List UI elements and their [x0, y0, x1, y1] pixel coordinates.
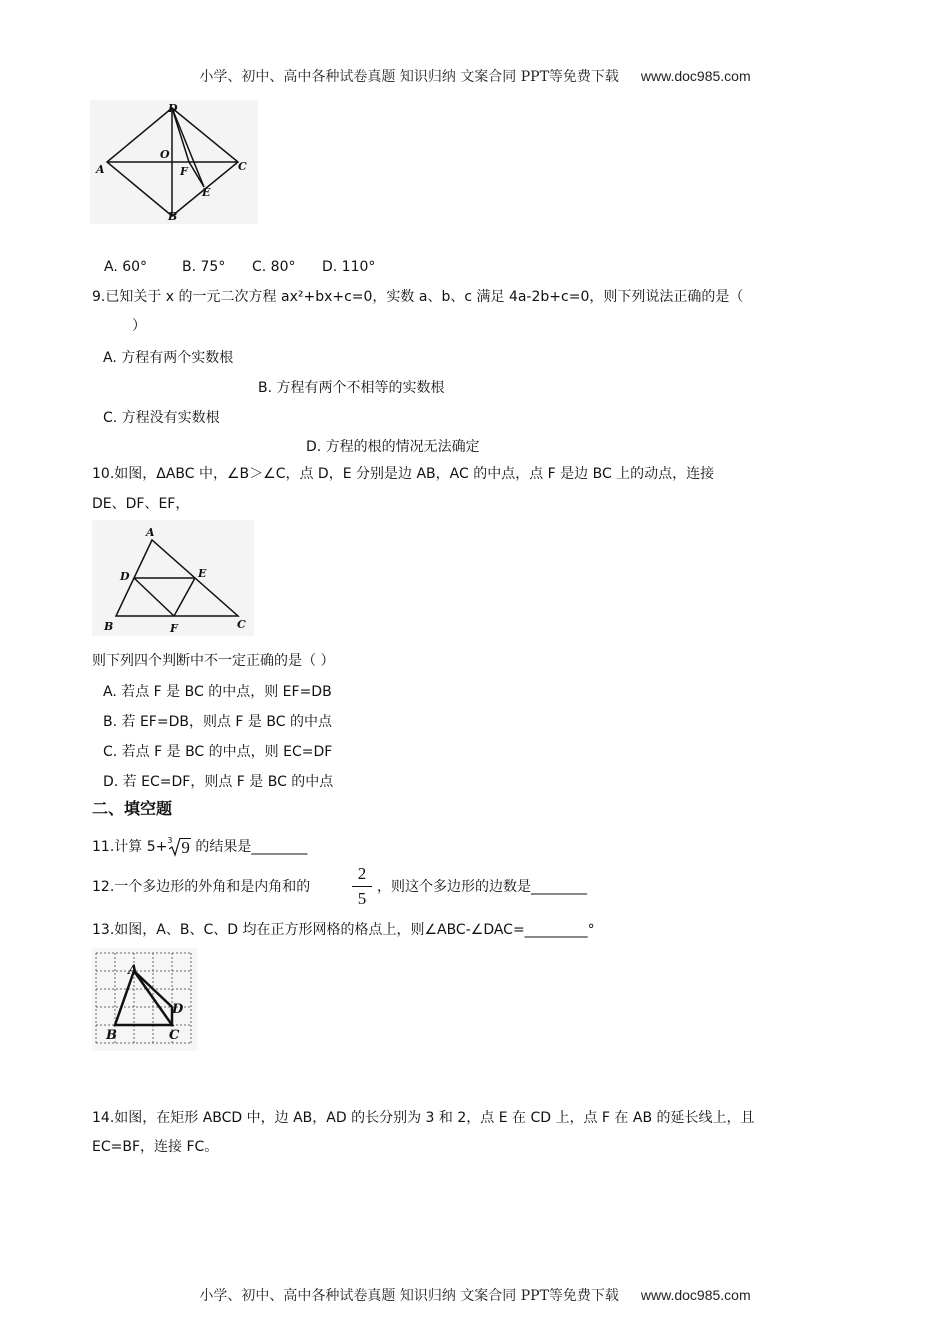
cube-root-expression [167, 837, 193, 857]
page-header [0, 66, 950, 86]
q8-label-c: C [238, 160, 247, 173]
q11-line [92, 837, 307, 857]
radicand: 9 [181, 838, 190, 857]
q9-option-a[interactable]: A. 方程有两个实数根 [103, 350, 234, 366]
q13-label-c: C [169, 1028, 180, 1043]
root-index: 3 [167, 836, 173, 845]
fraction-bar [352, 886, 372, 887]
q8-rhombus-figure [90, 100, 258, 224]
q8-label-e: E [202, 186, 211, 199]
q11-before: 11.计算 5+ [92, 839, 168, 855]
section-title-fill-in: 二、填空题 [92, 799, 173, 818]
q10-label-e: E [198, 567, 207, 580]
q9-option-d[interactable]: D. 方程的根的情况无法确定 [306, 439, 480, 455]
fraction-two-fifths [352, 864, 372, 909]
q10-prompt: 则下列四个判断中不一定正确的是（ ） [92, 653, 335, 669]
q8-label-o: O [160, 148, 170, 161]
q12-after: ，则这个多边形的边数是________ [377, 879, 587, 895]
q8-option-a[interactable]: A. 60° [104, 259, 148, 275]
q13-stem: 13.如图，A、B、C、D 均在正方形网格的格点上，则∠ABC-∠DAC=_________° [92, 922, 595, 938]
q9-option-c[interactable]: C. 方程没有实数根 [103, 410, 220, 426]
q10-option-c[interactable]: C. 若点 F 是 BC 的中点，则 EC=DF [103, 744, 333, 760]
q8-label-a: A [96, 163, 105, 176]
q14-stem-cont: EC=BF，连接 FC。 [92, 1139, 219, 1155]
q10-label-f: F [170, 622, 178, 635]
footer-text: 小学、初中、高中各种试卷真题 知识归纳 文案合同 PPT等免费下载 [199, 1288, 619, 1304]
header-url[interactable]: www.doc985.com [640, 68, 751, 84]
q9-stem: 9.已知关于 x 的一元二次方程 ax²+bx+c=0，实数 a、b、c 满足 4a-2b+c=0，则下列说法正确的是（ [92, 289, 744, 305]
q10-stem-cont: DE、DF、EF， [92, 496, 190, 512]
q10-label-c: C [237, 618, 246, 631]
q9-stem-cont: ） [132, 318, 146, 334]
q11-after: 的结果是________ [195, 839, 308, 855]
fraction-numerator: 2 [357, 864, 367, 883]
q13-label-a: A [128, 963, 139, 978]
q12-before: 12.一个多边形的外角和是内角和的 [92, 879, 311, 895]
fraction-denominator: 5 [357, 889, 367, 908]
q8-option-b[interactable]: B. 75° [182, 259, 226, 275]
q13-grid-figure [92, 948, 197, 1051]
q10-option-b[interactable]: B. 若 EF=DB，则点 F 是 BC 的中点 [103, 714, 332, 730]
q8-option-c[interactable]: C. 80° [252, 259, 296, 275]
q8-label-d: D [168, 102, 178, 115]
page-footer [0, 1285, 950, 1305]
q10-label-d: D [120, 570, 130, 583]
q8-label-f: F [180, 165, 188, 178]
header-text: 小学、初中、高中各种试卷真题 知识归纳 文案合同 PPT等免费下载 [199, 69, 619, 85]
q9-option-b[interactable]: B. 方程有两个不相等的实数根 [258, 380, 445, 396]
q10-stem: 10.如图，ΔABC 中，∠B＞∠C，点 D，E 分别是边 AB，AC 的中点，点 F 是边 BC 上的动点，连接 [92, 466, 715, 482]
q10-option-d[interactable]: D. 若 EC=DF，则点 F 是 BC 的中点 [103, 774, 334, 790]
q10-label-b: B [104, 620, 114, 633]
q10-label-a: A [146, 526, 155, 539]
q13-label-d: D [172, 1002, 184, 1017]
q10-triangle-figure [92, 520, 254, 636]
q8-label-b: B [168, 210, 178, 223]
q13-label-b: B [106, 1028, 117, 1043]
q14-stem: 14.如图，在矩形 ABCD 中，边 AB，AD 的长分别为 3 和 2，点 E 在 CD 上，点 F 在 AB 的延长线上，且 [92, 1110, 755, 1126]
q10-option-a[interactable]: A. 若点 F 是 BC 的中点，则 EF=DB [103, 684, 332, 700]
footer-url[interactable]: www.doc985.com [640, 1287, 751, 1303]
q8-option-d[interactable]: D. 110° [322, 259, 376, 275]
